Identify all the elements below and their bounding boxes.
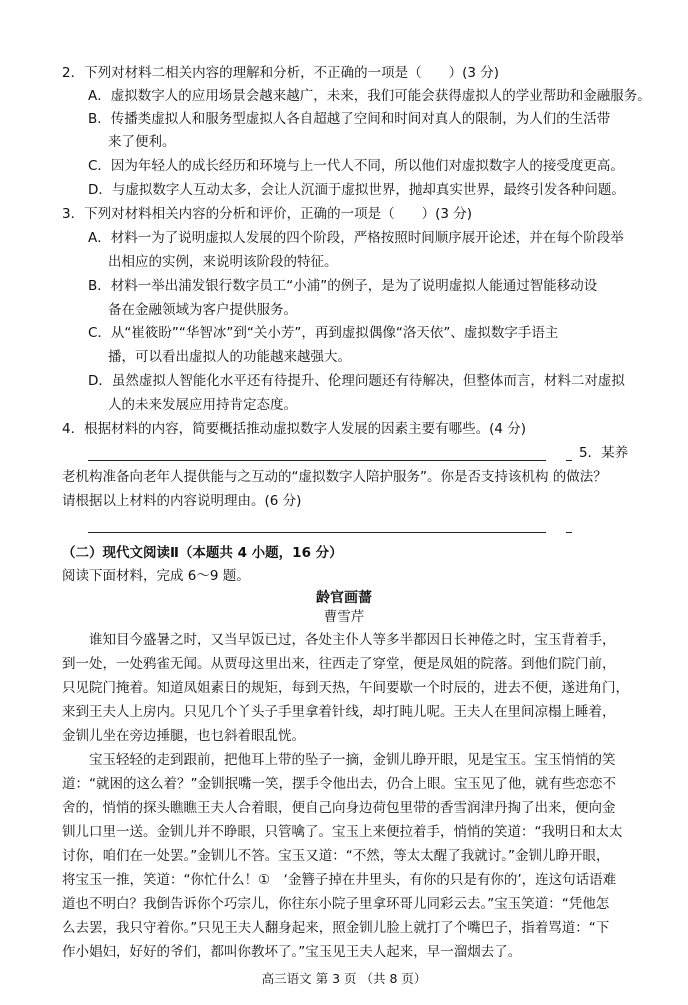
question-2-option-c: C．因为年轻人的成长经历和环境与上一代人不同，所以他们对虚拟数字人的接受度更高。 (88, 158, 624, 174)
answer-line-q4 (88, 460, 546, 461)
text-line: 宝玉轻轻的走到跟前，把他耳上带的坠子一摘，金钏儿睁开眼，见是宝玉。宝玉悄悄的笑 (62, 752, 616, 768)
question-2-option-a: A．虚拟数字人的应用场景会越来越广，未来，我们可能会获得虚拟人的学业帮助和金融服务。 (88, 88, 651, 104)
answer-line-q5 (88, 532, 546, 533)
section-heading: （二）现代文阅读Ⅱ（本题共 4 小题，16 分） (62, 545, 343, 561)
question-5-stem: 老机构准备向老年人提供能与之互动的“虚拟数字人陪护服务”。你是否支持该机构 的做法？ (62, 469, 607, 485)
text-line: 谁知目今盛暑之时，又当早饭已过，各处主仆人等多半都因日长神倦之时，宝玉背着手， (62, 632, 616, 648)
question-3-stem: 3．下列对材料相关内容的分析和评价，正确的一项是（ ）(3 分) (62, 206, 473, 222)
text-line: 钏儿口里一送。金钏儿并不睁眼，只管噙了。宝玉上来便拉着手，悄悄的笑道：“我明日和太太 (62, 824, 623, 840)
answer-line-q4-end (566, 460, 572, 461)
question-5-stem-continued: 请根据以上材料的内容说明理由。(6 分) (62, 493, 302, 509)
question-3-option-b: B．材料一举出浦发银行数字员工“小浦”的例子，是为了说明虚拟人能通过智能移动设 (88, 278, 598, 294)
text-line: 作小娼妇，好好的爷们，都叫你教坏了。”宝玉见王夫人起来，早一溜烟去了。 (62, 944, 522, 960)
text-line: 金钏儿坐在旁边捶腿，也乜斜着眼乱恍。 (62, 728, 305, 744)
question-3-option-c: C．从“崔筱盼”“华智冰”到“关小芳”，再到虚拟偶像“洛天依”、虚拟数字手语主 (88, 325, 559, 341)
text-line: 么去罢，我只守着你。”只见王夫人翻身起来，照金钏儿脸上就打了个嘴巴子，指着骂道：“下 (62, 920, 610, 936)
question-2-option-b-continued: 来了便利。 (108, 134, 176, 150)
question-3-option-d-continued: 人的未来发展应用持肯定态度。 (108, 397, 297, 413)
section-instruction: 阅读下面材料，完成 6～9 题。 (62, 568, 250, 584)
answer-line-q5-end (566, 532, 572, 533)
question-3-option-a: A．材料一为了说明虚拟人发展的四个阶段，严格按照时间顺序展开论述，并在每个阶段举 (88, 230, 624, 246)
question-5-stem-start: 5．某养 (579, 445, 629, 461)
text-line: 将宝玉一推，笑道：“你忙什么！① ‘金簪子掉在井里头，有你的只是有你的’，连这句话语难 (62, 872, 617, 888)
question-2-stem: 2．下列对材料二相关内容的理解和分析，不正确的一项是（ ）(3 分) (62, 65, 500, 81)
question-3-option-b-continued: 备在金融领域为客户提供服务。 (108, 302, 297, 318)
text-line: 来到王夫人上房内。只见几个丫头子手里拿着针线，却打盹儿呢。王夫人在里间凉榻上睡着， (62, 704, 616, 720)
text-line: 只见院门掩着。知道凤姐素日的规矩，每到天热，午间要歇一个时辰的，进去不便，遂进角门， (62, 680, 629, 696)
text-author: 曹雪芹 (323, 609, 365, 625)
text-line: 道也不明白？我倒告诉你个巧宗儿，你往东小院子里拿环哥儿同彩云去。”宝玉笑道：“凭他怎 (62, 896, 610, 912)
text-line: 舍的，悄悄的探头瞧瞧王夫人合着眼，便自己向身边荷包里带的香雪润津丹掏了出来，便向金 (62, 800, 616, 816)
text-line: 讨你，咱们在一处罢。”金钏儿不答。宝玉又道：“不然，等太太醒了我就讨。”金钏儿睁开眼， (62, 848, 610, 864)
text-title: 龄官画蔷 (316, 590, 372, 606)
question-3-option-a-continued: 出相应的实例，来说明该阶段的特征。 (108, 254, 338, 270)
text-line: 道：“就困的这么着？”金钏抿嘴一笑，摆手令他出去，仍合上眼。宝玉见了他，就有些恋恋不 (62, 776, 616, 792)
page-footer: 高三语文 第 3 页 （共 8 页） (261, 971, 427, 986)
question-2-option-d: D．与虚拟数字人互动太多，会让人沉湎于虚拟世界，抛却真实世界，最终引发各种问题。 (88, 182, 625, 198)
text-line: 到一处，一处鸦雀无闻。从贾母这里出来，往西走了穿堂，便是凤姐的院落。到他们院门前， (62, 656, 616, 672)
question-3-option-d: D．虽然虚拟人智能化水平还有待提升、伦理问题还有待解决，但整体而言，材料二对虚拟 (88, 373, 625, 389)
question-2-option-b: B．传播类虚拟人和服务型虚拟人各自超越了空间和时间对真人的限制，为人们的生活带 (88, 111, 611, 127)
question-3-option-c-continued: 播，可以看出虚拟人的功能越来越强大。 (108, 349, 351, 365)
question-4-stem: 4．根据材料的内容，简要概括推动虚拟数字人发展的因素主要有哪些。(4 分) (62, 421, 527, 437)
